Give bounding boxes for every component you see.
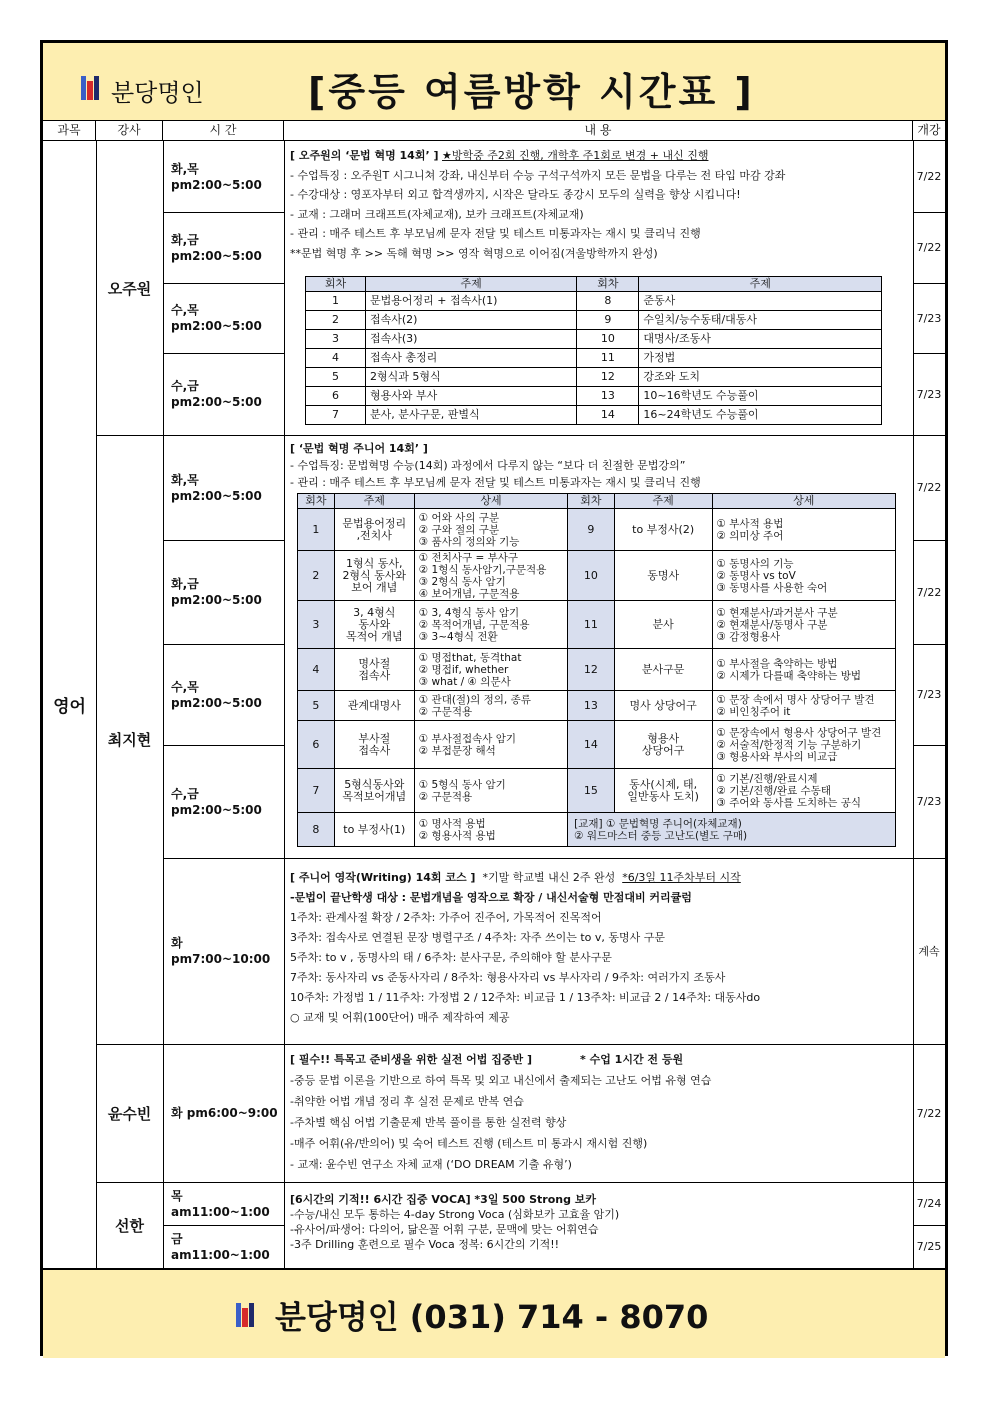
session-number: 6 — [306, 387, 366, 406]
table-row — [298, 769, 896, 813]
session-number: 3 — [298, 601, 335, 649]
col-start: 개강 — [913, 121, 945, 141]
session-number: 1 — [298, 509, 335, 551]
session-number: 9 — [577, 311, 639, 330]
session-topic: 수일치/능수동태/대동사 — [639, 311, 882, 330]
session-detail: ① 부사절을 축약하는 방법 ② 시제가 다를때 축약하는 방법 — [712, 649, 895, 691]
time-slot: 화,금 pm2:00~5:00 — [171, 577, 262, 607]
table-row — [306, 311, 882, 330]
time-slot: 화,목 pm2:00~5:00 — [171, 161, 262, 192]
session-number: 7 — [306, 406, 366, 425]
session-topic: 접속사(3) — [366, 330, 577, 349]
course-oh-table — [305, 276, 882, 425]
session-detail: ① 명접that, 동격that ② 명접if, whether ③ what / ④ 의문사 — [414, 649, 567, 691]
start-date: 7/23 — [916, 387, 942, 401]
session-number: 8 — [298, 813, 335, 847]
teacher-oh: 오주원 — [107, 279, 152, 298]
time-slot: 금 am11:00~1:00 — [171, 1231, 270, 1262]
session-detail: ① 현재분사/과거분사 구분 ② 현재분사/동명사 구분 ③ 감정형용사 — [712, 601, 895, 649]
start-date: 7/24 — [916, 1197, 942, 1210]
table-row — [298, 721, 896, 769]
course-yoon-content: [ 필수!! 특목고 준비생을 위한 실전 어법 집중반 ] * 수업 1시간 전 등원 -중등 문법 이론을 기반으로 하여 특목 및 외고 내신에서 출제되는 고난도 어법 유형 연습 -취약한 어법 개념 정리 후 실전 문제로 반복 연습 -주차별 핵심 어법 기출문제 반복 풀이를 통한 실전력 향상 -매주 어휘(유/반의어) 및 숙어 테스트 진행 (테스트 미 통과시 재시험 진행) - 교재: 윤수빈 연구소 자체 교재 (‘DO DREAM 기출 유형’) — [290, 1053, 712, 1171]
session-topic: 관계대명사 — [334, 691, 414, 721]
logo-icon — [81, 76, 99, 100]
session-detail: ① 부사절접속사 암기 ② 부접문장 해석 — [414, 721, 567, 769]
session-number: 10 — [568, 551, 615, 601]
start-date: 7/23 — [916, 311, 942, 325]
start-date: 7/22 — [916, 241, 942, 254]
start-date: 7/22 — [916, 1106, 942, 1120]
session-number: 10 — [577, 330, 639, 349]
session-topic: 대명사/조동사 — [639, 330, 882, 349]
course-choi-content: [ ‘문법 혁명 주니어 14회’ ] - 수업특징: 문법혁명 수능(14회) 과정에서 다루지 않는 “보다 더 친절한 문법강의” - 관리 : 매주 테스트 후 부모님께 문자 전달 및 테스트 미통과자는 재시 및 클리닉 진행 — [290, 442, 701, 489]
course-seon-content: [6시간의 기적!! 6시간 집중 VOCA] *3일 500 Strong 보카 -수능/내신 모두 통하는 4-day Strong Voca (심화보카 고효율 암기) -유사어/파생어: 다의어, 닮은꼴 어휘 구분, 문맥에 맞는 어휘연습 -3주 Drilling 훈련으로 필수 Voca 정복: 6시간의 기적!! — [290, 1193, 620, 1251]
start-date: 계속 — [918, 945, 940, 958]
session-detail: ① 문장 속에서 명사 상당어구 발견 ② 비인칭주어 it — [712, 691, 895, 721]
time-slot: 수,금 pm2:00~5:00 — [171, 379, 262, 409]
start-date: 7/22 — [916, 585, 942, 599]
session-number: 2 — [306, 311, 366, 330]
session-number: 3 — [306, 330, 366, 349]
session-topic: 명사절 접속사 — [334, 649, 414, 691]
session-topic: 16~24학년도 수능풀이 — [639, 406, 882, 425]
table-row — [298, 601, 896, 649]
footer-banner — [43, 1268, 945, 1358]
session-number: 5 — [306, 368, 366, 387]
session-topic: 동명사 — [614, 551, 712, 601]
session-number: 12 — [568, 649, 615, 691]
table-header-cell: 주제 — [639, 277, 882, 292]
table-row — [306, 368, 882, 387]
start-date: 7/22 — [916, 481, 942, 494]
table-header-cell: 주제 — [334, 494, 414, 509]
session-number: 1 — [306, 292, 366, 311]
session-number: 11 — [577, 349, 639, 368]
session-topic: 접속사 총정리 — [366, 349, 577, 368]
start-date: 7/23 — [916, 795, 942, 808]
session-number: 11 — [568, 601, 615, 649]
session-number: 7 — [298, 769, 335, 813]
table-row — [298, 649, 896, 691]
table-row — [306, 387, 882, 406]
header-banner — [43, 43, 945, 121]
session-number: 12 — [577, 368, 639, 387]
session-topic: 분사 — [614, 601, 712, 649]
time-slot: 화,목 pm2:00~5:00 — [171, 472, 262, 503]
session-number: 9 — [568, 509, 615, 551]
table-row — [306, 349, 882, 368]
session-topic: 분사, 분사구문, 판별식 — [366, 406, 577, 425]
start-date: 7/22 — [916, 170, 942, 183]
session-detail: ① 부사적 용법 ② 의미상 주어 — [712, 509, 895, 551]
session-number: 4 — [306, 349, 366, 368]
textbook-note: [교재] ① 문법혁명 주니어(자체교재) ② 워드마스터 중등 고난도(별도 구매) — [568, 813, 896, 847]
course-choi-table — [297, 493, 896, 847]
session-topic: 부사절 접속사 — [334, 721, 414, 769]
footer-contact: 분당명인 (031) 714 - 8070 — [275, 1298, 709, 1336]
table-header-cell: 주제 — [614, 494, 712, 509]
session-detail: ① 전치사구 = 부사구 ② 1형식 동사암기,구문적용 ③ 2형식 동사 암기 ④ 보어개념, 구문적용 — [414, 551, 567, 601]
session-number: 15 — [568, 769, 615, 813]
session-topic: 가정법 — [639, 349, 882, 368]
time-slot: 화,금 pm2:00~5:00 — [171, 232, 262, 263]
table-header-cell: 주제 — [366, 277, 577, 292]
session-topic: 3, 4형식 동사와 목적어 개념 — [334, 601, 414, 649]
session-topic: 접속사(2) — [366, 311, 577, 330]
page-title: [중등 여름방학 시간표 ] — [308, 70, 755, 114]
table-header-cell: 상세 — [712, 494, 895, 509]
session-topic: 5형식동사와 목적보어개념 — [334, 769, 414, 813]
session-detail: ① 명사적 용법 ② 형용사적 용법 — [414, 813, 567, 847]
course-oh-content: [ 오주원의 ‘문법 혁명 14회’ ] ★방학중 주2회 진행, 개학후 주1회로 변경 + 내신 진행 - 수업특징 : 오주원T 시그니쳐 강좌, 내신부터 수능 구석구석까지 모든 문법을 다루는 전 타입 마감 강좌 - 수강대상 : 영포자부터 외고 합격생까지, 시작은 달라도 종강시 모두의 실력을 향상 시킵니다! - 교재 : 그래머 크래프트(자체교재), 보카 크래프트(자체교재) - 관리 : 매주 테스트 후 부모님께 문자 전달 및 테스트 미통과자는 재시 및 클리닉 진행 **문법 혁명 후 >> 독해 혁명 >> 영작 혁명으로 이어짐(겨울방학까지 완성) — [290, 149, 786, 260]
session-topic: 준동사 — [639, 292, 882, 311]
time-slot: 화 pm7:00~10:00 — [171, 936, 271, 966]
table-row — [298, 509, 896, 551]
col-subject: 과목 — [43, 121, 96, 141]
session-number: 13 — [577, 387, 639, 406]
session-detail: ① 동명사의 기능 ② 동명사 vs toV ③ 동명사를 사용한 숙어 — [712, 551, 895, 601]
session-topic: 강조와 도치 — [639, 368, 882, 387]
time-slot: 수,금 pm2:00~5:00 — [171, 786, 262, 817]
session-detail: ① 5형식 동사 암기 ② 구문적용 — [414, 769, 567, 813]
col-time: 시 간 — [163, 121, 284, 141]
timetable-sheet — [40, 40, 948, 1356]
session-topic: 형용사 상당어구 — [614, 721, 712, 769]
time-slot: 화 pm6:00~9:00 — [171, 1106, 278, 1120]
session-topic: 분사구문 — [614, 649, 712, 691]
table-row — [306, 330, 882, 349]
col-content: 내 용 — [284, 121, 913, 141]
start-date: 7/25 — [916, 1240, 942, 1253]
session-topic: 10~16학년도 수능풀이 — [639, 387, 882, 406]
session-number: 6 — [298, 721, 335, 769]
session-topic: 문법용어정리 ,전치사 — [334, 509, 414, 551]
teacher-yoon: 윤수빈 — [107, 1104, 152, 1123]
table-header-cell: 상세 — [414, 494, 567, 509]
session-number: 14 — [568, 721, 615, 769]
table-row — [298, 813, 896, 847]
session-topic: 문법용어정리 + 접속사(1) — [366, 292, 577, 311]
time-slot: 목 am11:00~1:00 — [171, 1188, 270, 1219]
teacher-choi: 최지현 — [107, 731, 152, 749]
session-topic: 동사(시제, 태, 일반동사 도치) — [614, 769, 712, 813]
table-row — [298, 551, 896, 601]
session-detail: ① 기본/진행/완료시제 ② 기본/진행/완료 수동태 ③ 주어와 동사를 도치하는 공식 — [712, 769, 895, 813]
start-date: 7/23 — [916, 688, 942, 701]
brand-name: 분당명인 — [111, 79, 204, 107]
session-number: 4 — [298, 649, 335, 691]
logo-icon — [236, 1303, 254, 1327]
session-topic: 1형식 동사, 2형식 동사와 보어 개념 — [334, 551, 414, 601]
session-detail: ① 문장속에서 형용사 상당어구 발견 ② 서술적/한정적 기능 구분하기 ③ 형용사와 부사의 비교급 — [712, 721, 895, 769]
col-teacher: 강사 — [96, 121, 163, 141]
table-header-cell: 회차 — [568, 494, 615, 509]
session-topic: 형용사와 부사 — [366, 387, 577, 406]
table-header-cell: 회차 — [306, 277, 366, 292]
subject-cell: 영어 — [53, 697, 86, 717]
time-slot: 수,목 pm2:00~5:00 — [171, 679, 262, 710]
session-detail: ① 어와 사의 구분 ② 구와 절의 구분 ③ 품사의 정의와 기능 — [414, 509, 567, 551]
session-topic: 2형식과 5형식 — [366, 368, 577, 387]
session-number: 14 — [577, 406, 639, 425]
table-header-cell: 회차 — [298, 494, 335, 509]
course-writing-content: [ 주니어 영작(Writing) 14회 코스 ] *기말 학교별 내신 2주 완성 *6/3일 11주차부터 시작 -문법이 끝난학생 대상 : 문법개념을 영작으로 확장 / 내신서술형 만점대비 커리큘럼 1주차: 관계사절 확장 / 2주차: 가주어 진주어, 가목적어 진목적어 3주차: 접속사로 연결된 문장 병렬구조 / 4주차: 자주 쓰이는 to v, 동명사 구문 5주차: to v , 동명사의 태 / 6주차: 분사구문, 주의해야 할 분사구문 7주차: 동사자리 vs 준동사자리 / 8주차: 형용사자리 vs 부사자리 / 9주차: 여러가지 조동사 10주차: 가정법 1 / 11주차: 가정법 2 / 12주차: 비교급 1 / 13주차: 비교급 2 / 14주차: 대동사do ○ 교재 및 어휘(100단어) 매주 제작하여 제공 — [290, 871, 761, 1024]
session-number: 2 — [298, 551, 335, 601]
session-topic: to 부정사(1) — [334, 813, 414, 847]
session-detail: ① 3, 4형식 동사 암기 ② 목적어개념, 구문적용 ③ 3~4형식 전환 — [414, 601, 567, 649]
time-slot: 수,목 pm2:00~5:00 — [171, 303, 262, 333]
table-header-cell: 회차 — [577, 277, 639, 292]
table-row — [298, 691, 896, 721]
session-detail: ① 관대(절)의 정의, 종류 ② 구문적용 — [414, 691, 567, 721]
table-row — [306, 292, 882, 311]
table-row — [306, 406, 882, 425]
session-number: 5 — [298, 691, 335, 721]
teacher-seon: 선한 — [115, 1216, 144, 1235]
session-number: 13 — [568, 691, 615, 721]
session-topic: 명사 상당어구 — [614, 691, 712, 721]
session-topic: to 부정사(2) — [614, 509, 712, 551]
session-number: 8 — [577, 292, 639, 311]
